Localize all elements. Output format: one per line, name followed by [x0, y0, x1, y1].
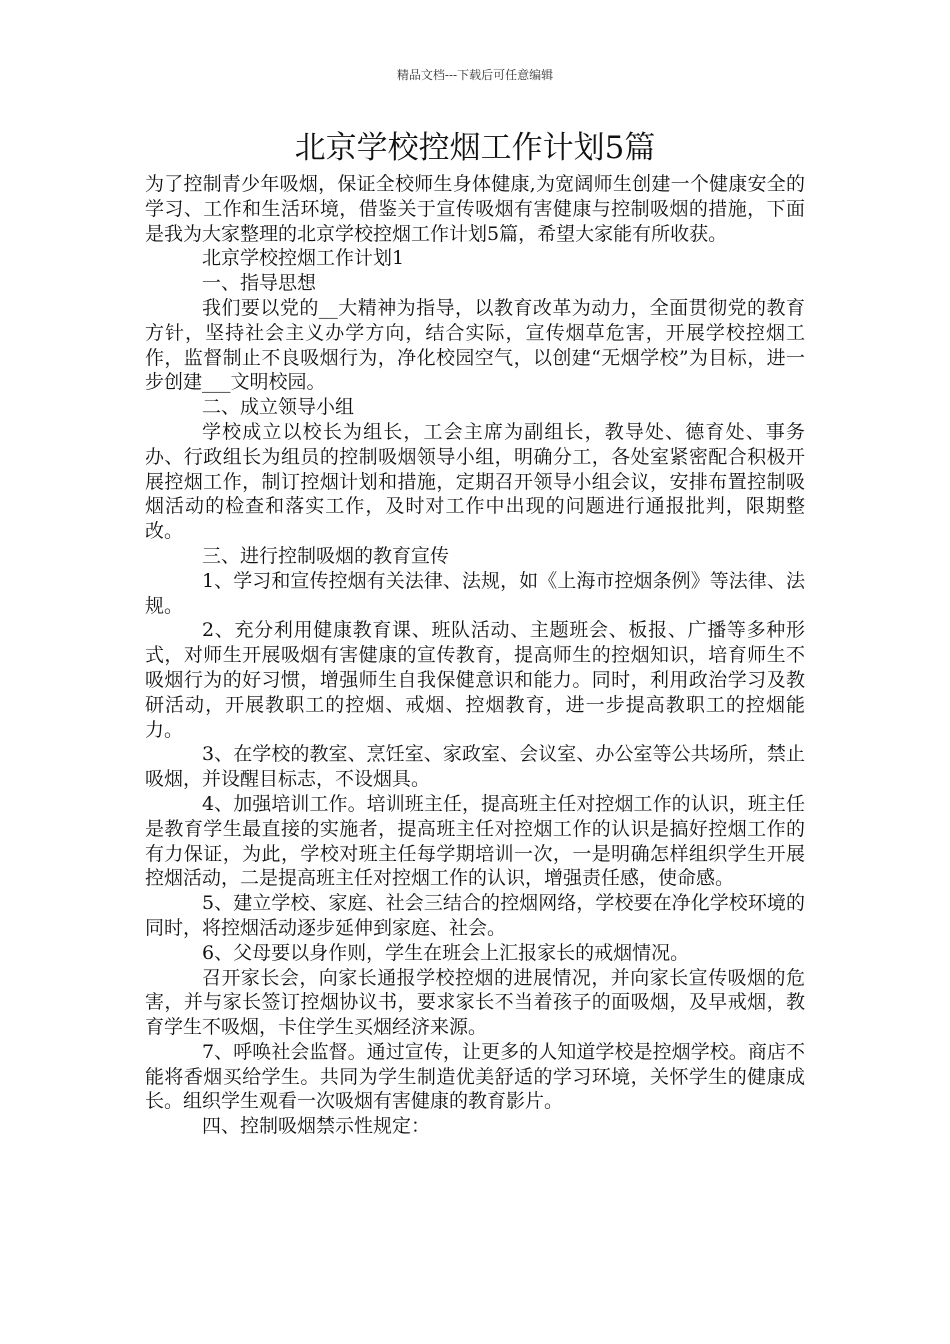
- paragraph: 召开家长会，向家长通报学校控烟的进展情况，并向家长宣传吸烟的危害，并与家长签订控烟协议书，要求家长不当着孩子的面吸烟，及早戒烟，教育学生不吸烟，卡住学生买烟经济来源。: [145, 966, 805, 1039]
- list-item: 4、加强培训工作。培训班主任，提高班主任对控烟工作的认识，班主任是教育学生最直接的实施者，提高班主任对控烟工作的认识是搞好控烟工作的有力保证，为此，学校对班主任每学期培训一次，一是明确怎样组织学生开展控烟活动，二是提高班主任对控烟工作的认识，增强责任感，使命感。: [145, 792, 805, 890]
- document-title: 北京学校控烟工作计划5篇: [294, 130, 656, 166]
- list-item: 1、学习和宣传控烟有关法律、法规，如《上海市控烟条例》等法律、法规。: [145, 569, 805, 617]
- section-heading: 一、指导思想: [202, 272, 317, 295]
- list-item: 2、充分利用健康教育课、班队活动、主题班会、板报、广播等多种形式，对师生开展吸烟有害健康的宣传教育，提高师生的控烟知识，培育师生不吸烟行为的好习惯，增强师生自我保健意识和能力。同时，利用政治学习及教研活动，开展教职工的控烟、戒烟、控烟教育，进一步提高教职工的控烟能力。: [145, 619, 805, 741]
- list-item: 7、呼唤社会监督。通过宣传，让更多的人知道学校是控烟学校。商店不能将香烟买给学生。共同为学生制造优美舒适的学习环境，关怀学生的健康成长。组织学生观看一次吸烟有害健康的教育影片。: [145, 1040, 805, 1113]
- document-body: [145, 172, 805, 1139]
- paragraph: 我们要以党的__大精神为指导，以教育改革为动力，全面贯彻党的教育方针，坚持社会主义办学方向，结合实际，宣传烟草危害，开展学校控烟工作，监督制止不良吸烟行为，净化校园空气，以创建“无烟学校”为目标，进一步创建___文明校园。: [145, 296, 805, 394]
- list-item: 5、建立学校、家庭、社会三结合的控烟网络，学校要在净化学校环境的同时，将控烟活动逐步延伸到家庭、社会。: [145, 892, 805, 939]
- section-heading: 三、进行控制吸烟的教育宣传: [202, 544, 450, 567]
- paragraph: 学校成立以校长为组长，工会主席为副组长，教导处、德育处、事务办、行政组长为组员的控制吸烟领导小组，明确分工，各处室紧密配合积极开展控烟工作，制订控烟计划和措施，定期召开领导小组会议，安排布置控制吸烟活动的检查和落实工作，及时对工作中出现的问题进行通报批判，限期整改。: [145, 420, 805, 543]
- page-header: 精品文档---下载后可任意编辑: [396, 68, 554, 82]
- section-heading: 二、成立领导小组: [202, 396, 355, 419]
- list-item: 6、父母要以身作则，学生在班会上汇报家长的戒烟情况。: [202, 941, 690, 964]
- section-heading: 四、控制吸烟禁示性规定：: [202, 1115, 431, 1138]
- list-item: 3、在学校的教室、烹饪室、家政室、会议室、办公室等公共场所，禁止吸烟，并设醒目标志，不设烟具。: [145, 743, 805, 791]
- paragraph: 为了控制青少年吸烟，保证全校师生身体健康,为宽阔师生创建一个健康安全的学习、工作和生活环境，借鉴关于宣传吸烟有害健康与控制吸烟的措施，下面是我为大家整理的北京学校控烟工作计划5篇，希望大家能有所收获。: [145, 173, 805, 245]
- section-heading: 北京学校控烟工作计划1: [202, 247, 405, 270]
